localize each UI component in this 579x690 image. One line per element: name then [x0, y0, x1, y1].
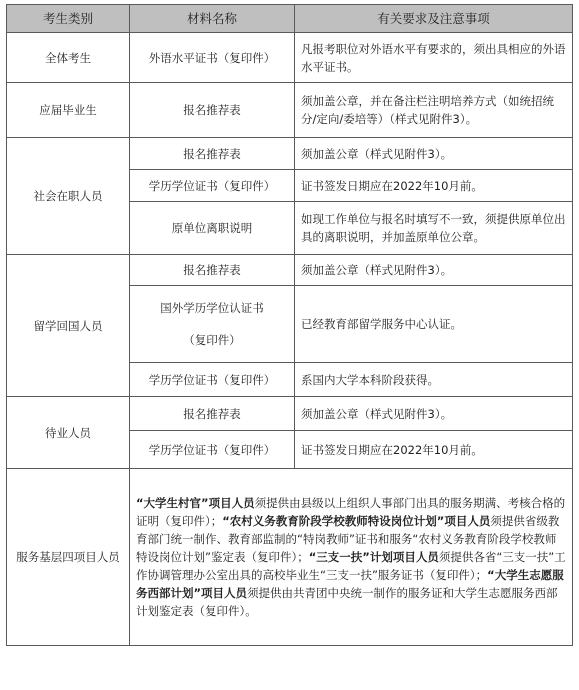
note-bold: “大学生村官”项目人员 — [136, 496, 255, 510]
requirement-cell: 系国内大学本科阶段获得。 — [295, 363, 573, 397]
table-row — [7, 33, 573, 83]
header-material: 材料名称 — [130, 5, 295, 33]
requirement-cell: 证书签发日期应在2022年10月前。 — [295, 431, 573, 469]
material-cell: 报名推荐表 — [130, 397, 295, 431]
material-cell: 报名推荐表 — [130, 138, 295, 170]
note-text: 须提供由县级以上组织人事部门出具的服务期满、考核合格的证明（复印件）； — [136, 496, 566, 528]
material-line: 国外学历学位认证书 — [160, 301, 264, 315]
requirement-cell: 已经教育部留学服务中心认证。 — [295, 286, 573, 363]
requirement-cell: 证书签发日期应在2022年10月前。 — [295, 170, 573, 202]
material-cell: 原单位离职说明 — [130, 202, 295, 255]
category-all: 全体考生 — [7, 33, 130, 83]
table-row — [7, 469, 573, 646]
requirement-cell: 须加盖公章（样式见附件3）。 — [295, 397, 573, 431]
grassroots-note — [130, 469, 573, 646]
note-text: 须提供各省“三支一扶”工作协调管理办公室出具的高校毕业生“三支一扶”服务证书（复印件）； — [136, 550, 566, 582]
category-fresh: 应届毕业生 — [7, 83, 130, 138]
material-cell: 学历学位证书（复印件） — [130, 170, 295, 202]
header-requirement: 有关要求及注意事项 — [295, 5, 573, 33]
category-employed: 社会在职人员 — [7, 138, 130, 255]
table-row — [7, 83, 573, 138]
material-line: （复印件） — [183, 333, 241, 347]
requirement-cell: 须加盖公章（样式见附件3）。 — [295, 255, 573, 286]
header-row — [7, 5, 573, 33]
category-returnee: 留学回国人员 — [7, 255, 130, 397]
material-cell: 学历学位证书（复印件） — [130, 363, 295, 397]
header-category: 考生类别 — [7, 5, 130, 33]
category-grassroots: 服务基层四项目人员 — [7, 469, 130, 646]
material-cell: 学历学位证书（复印件） — [130, 431, 295, 469]
material-cell: 报名推荐表 — [130, 83, 295, 138]
category-unemployed: 待业人员 — [7, 397, 130, 469]
note-text: 须提供由共青团中央统一制作的服务证和大学生志愿服务西部计划鉴定表（复印件）。 — [136, 586, 558, 618]
material-cell — [130, 286, 295, 363]
note-bold: “农村义务教育阶段学校教师特设岗位计划”项目人员 — [222, 514, 491, 528]
requirement-cell: 凡报考职位对外语水平有要求的，须出具相应的外语水平证书。 — [295, 33, 573, 83]
table-row — [7, 397, 573, 431]
requirement-cell: 须加盖公章（样式见附件3）。 — [295, 138, 573, 170]
note-bold: “大学生志愿服务西部计划”项目人员 — [136, 568, 564, 600]
table-row — [7, 138, 573, 170]
material-cell: 外语水平证书（复印件） — [130, 33, 295, 83]
note-text: 须提供省级教育部门统一制作、教育部监制的“特岗教师”证书和服务“农村义务教育阶段学校教师特设岗位计划”鉴定表（复印件）； — [136, 514, 560, 564]
note-bold: “三支一扶”计划项目人员 — [308, 550, 439, 564]
requirement-cell: 须加盖公章，并在备注栏注明培养方式（如统招统分/定向/委培等）（样式见附件3）。 — [295, 83, 573, 138]
table-row — [7, 255, 573, 286]
material-cell: 报名推荐表 — [130, 255, 295, 286]
requirements-table — [6, 4, 573, 646]
requirement-cell: 如现工作单位与报名时填写不一致，须提供原单位出具的离职说明，并加盖原单位公章。 — [295, 202, 573, 255]
